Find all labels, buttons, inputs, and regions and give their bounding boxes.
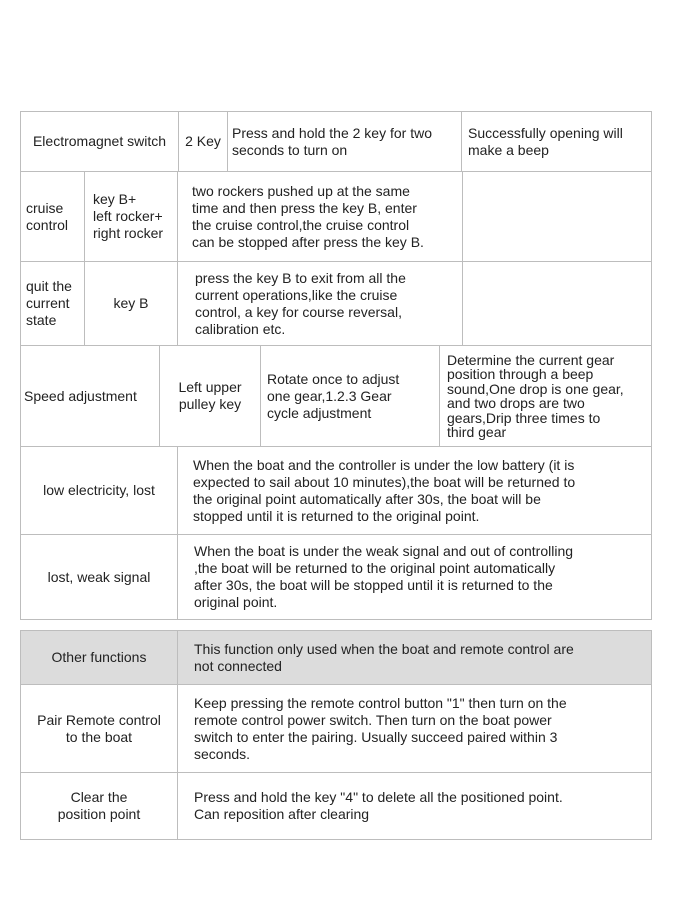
- function-name-cell: Speed adjustment: [20, 345, 159, 446]
- description-cell: Press and hold the key "4" to delete all the positioned point. Can reposition after clearing: [177, 772, 652, 840]
- table-row-quit-state: [20, 261, 652, 345]
- operation-cell: two rockers pushed up at the same time and then press the key B, enter the cruise control,the cruise control can be stopped after press the key B.: [177, 171, 462, 261]
- table-row-speed-adjustment: [20, 345, 652, 446]
- function-name-cell: cruise control: [20, 171, 84, 261]
- table-row-clear-position: [20, 772, 652, 840]
- table-row-electromagnet: [20, 111, 652, 171]
- key-cell: 2 Key: [178, 111, 227, 171]
- description-cell: Keep pressing the remote control button "1" then turn on the remote control power switch. Then turn on the boat power switch to enter the pairing. Usually succeed paired within 3 seconds.: [177, 684, 652, 772]
- header-description-cell: This function only used when the boat and remote control are not connected: [177, 630, 652, 684]
- note-cell: [462, 171, 652, 261]
- table-row-cruise-control: [20, 171, 652, 261]
- operation-cell: press the key B to exit from all the current operations,like the cruise control, a key for course reversal, calibration etc.: [177, 261, 462, 345]
- note-cell: [462, 261, 652, 345]
- table-row-weak-signal: [20, 534, 652, 620]
- key-cell: key B: [84, 261, 177, 345]
- note-cell: Determine the current gear position through a beep sound,One drop is one gear, and two drops are two gears,Drip three times to third gear: [439, 345, 652, 446]
- key-cell: Left upper pulley key: [159, 345, 260, 446]
- function-name-cell: quit the current state: [20, 261, 84, 345]
- description-cell: When the boat and the controller is under the low battery (it is expected to sail about 10 minutes),the boat will be returned to the original point automatically after 30s, the boat will be stopped until it is returned to the original point.: [177, 446, 652, 534]
- function-name-cell: Clear the position point: [20, 772, 177, 840]
- note-cell: Successfully opening will make a beep: [461, 111, 652, 171]
- table-header-row: [20, 630, 652, 684]
- header-label-cell: Other functions: [20, 630, 177, 684]
- table-row-pair-remote: [20, 684, 652, 772]
- operation-cell: Rotate once to adjust one gear,1.2.3 Gear cycle adjustment: [260, 345, 439, 446]
- table-row-low-electricity: [20, 446, 652, 534]
- function-name-cell: low electricity, lost: [20, 446, 177, 534]
- function-name-cell: Electromagnet switch: [20, 111, 178, 171]
- function-name-cell: lost, weak signal: [20, 534, 177, 620]
- function-name-cell: Pair Remote control to the boat: [20, 684, 177, 772]
- key-cell: key B+ left rocker+ right rocker: [84, 171, 177, 261]
- description-cell: When the boat is under the weak signal and out of controlling ,the boat will be returned to the original point automatically after 30s, the boat will be stopped until it is returned to the original point.: [177, 534, 652, 620]
- operation-cell: Press and hold the 2 key for two seconds to turn on: [227, 111, 461, 171]
